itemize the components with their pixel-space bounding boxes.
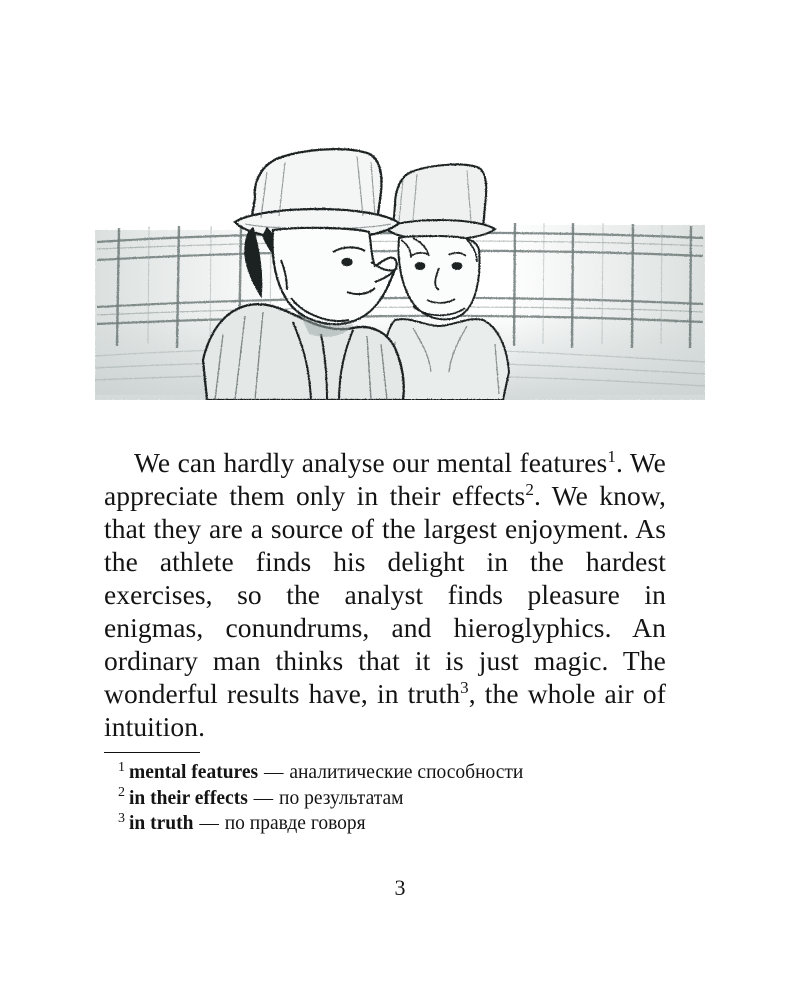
footnote-dash: — — [253, 787, 274, 809]
footnote-item — [104, 786, 674, 812]
footnote-dash: — — [199, 813, 219, 834]
footnote-gloss: аналитические способности — [289, 762, 524, 783]
footnote-term: mental features — [129, 762, 259, 783]
footnote-list — [104, 760, 674, 837]
footnote-marker: 3 — [118, 809, 126, 826]
footnote-gloss: по результатам — [279, 787, 404, 809]
footnote-term: in truth — [129, 813, 194, 834]
footnote-ref-3[interactable]: 3 — [460, 677, 469, 697]
paragraph-segment-1: We can hardly analyse our mental features — [134, 446, 608, 478]
footnote-item — [104, 760, 674, 786]
sketch-artwork — [95, 110, 705, 400]
sketch-strokes — [95, 149, 705, 400]
footnote-term: in their effects — [129, 787, 248, 809]
footnote-item — [104, 811, 674, 837]
footnote-dash: — — [263, 762, 284, 783]
paragraph-segment-3: . We know, that they are a source of the largest enjoyment. As the athlete finds his delight in the hardest exercises, so the analyst finds pleasure in enigmas, conundrums, and hieroglyphics. An ordinary man thinks that it is just magic. The wonderful results have, in truth — [104, 479, 666, 709]
illustration — [95, 110, 705, 400]
footnote-marker: 2 — [118, 784, 126, 800]
body-paragraph — [104, 446, 666, 743]
paragraph-segment-2: . We appreciate them only in their effects — [104, 446, 666, 511]
page-number: 3 — [394, 875, 406, 900]
footnote-separator — [104, 752, 200, 753]
footnote-marker: 1 — [118, 758, 126, 775]
footnote-ref-2[interactable]: 2 — [525, 479, 534, 499]
footnote-ref-1[interactable]: 1 — [607, 446, 616, 466]
paragraph-segment-4: , the whole air of intuition. — [104, 677, 666, 742]
footnote-gloss: по правде говоря — [224, 813, 366, 834]
